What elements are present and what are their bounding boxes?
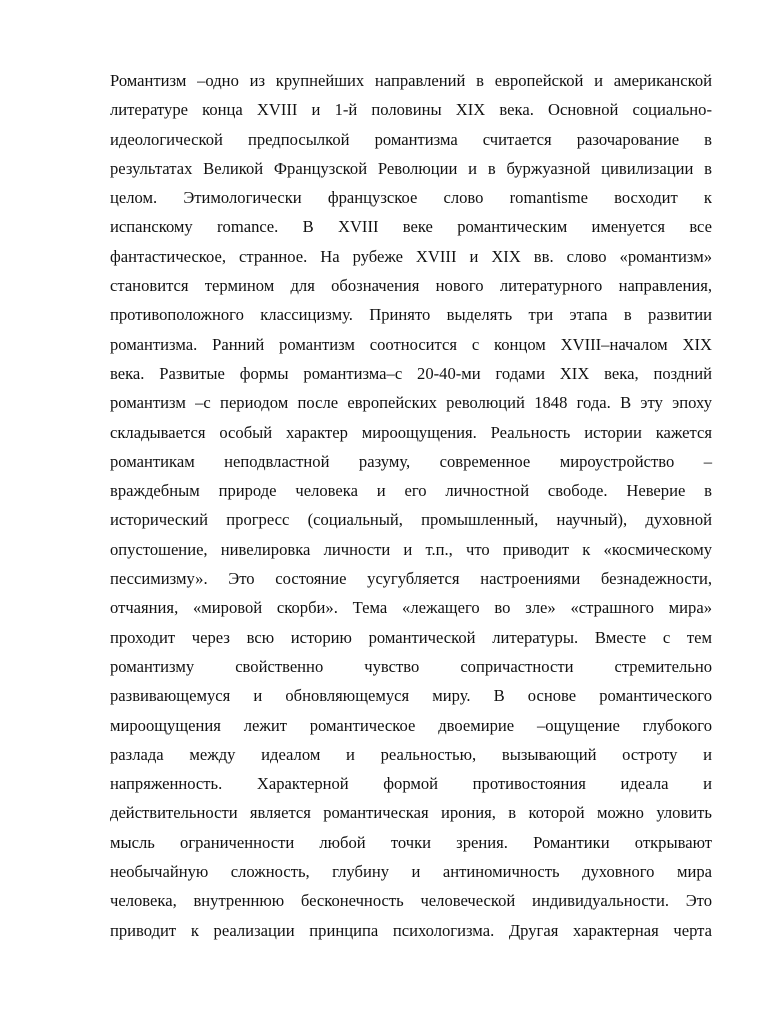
text-line: фантастическое, странное. На рубеже XVIII и XIX вв. слово «романтизм»	[110, 246, 712, 266]
text-line: романтикам неподвластной разуму, современное мироустройство –	[110, 451, 712, 471]
text-line: проходит через всю историю романтической литературы. Вместе с тем	[110, 627, 712, 647]
text-line: века. Развитые формы романтизма–с 20-40-ми годами XIX века, поздний	[110, 363, 712, 383]
text-line: Романтизм –одно из крупнейших направлений в европейской и американской	[110, 71, 712, 90]
text-line: литературе конца XVIII и 1-й половины XIX века. Основной социально-	[110, 100, 712, 120]
text-line: пессимизму». Это состояние усугубляется настроениями безнадежности,	[110, 569, 712, 589]
text-line: мироощущения лежит романтическое двоемирие –ощущение глубокого	[110, 715, 712, 735]
text-line: мысль ограниченности любой точки зрения. Романтики открывают	[110, 832, 712, 852]
text-line: испанскому romance. В XVIII веке романтическим именуется все	[110, 217, 712, 237]
text-line: напряженность. Характерной формой противостояния идеала и	[110, 774, 712, 794]
text-line: результатах Великой Французской Революции и в буржуазной цивилизации в	[110, 158, 712, 178]
text-line: действительности является романтическая ирония, в которой можно уловить	[110, 803, 712, 823]
text-line: отчаяния, «мировой скорби». Тема «лежащего во зле» «страшного мира»	[110, 598, 712, 618]
text-line: целом. Этимологически французское слово romantisme восходит к	[110, 188, 712, 208]
text-line: идеологической предпосылкой романтизма считается разочарование в	[110, 129, 712, 149]
text-line: приводит к реализации принципа психологизма. Другая характерная черта	[110, 920, 712, 940]
text-line: исторический прогресс (социальный, промышленный, научный), духовной	[110, 510, 712, 530]
text-line: романтизма. Ранний романтизм соотносится с концом XVIII–началом XIX	[110, 334, 712, 354]
text-line: развивающемуся и обновляющемуся миру. В основе романтического	[110, 686, 712, 706]
text-line: романтизм –с периодом после европейских революций 1848 года. В эту эпоху	[110, 393, 712, 413]
text-line: становится термином для обозначения нового литературного направления,	[110, 276, 712, 296]
text-line: противоположного классицизму. Принято выделять три этапа в развитии	[110, 305, 712, 325]
text-line: необычайную сложность, глубину и антиномичность духовного мира	[110, 862, 712, 882]
body-paragraph	[110, 66, 712, 945]
text-line: разлада между идеалом и реальностью, вызывающий остроту и	[110, 744, 712, 764]
text-line: человека, внутреннюю бесконечность человеческой индивидуальности. Это	[110, 891, 712, 911]
text-line: враждебным природе человека и его личностной свободе. Неверие в	[110, 481, 712, 501]
text-line: опустошение, нивелировка личности и т.п., что приводит к «космическому	[110, 539, 712, 559]
text-line: романтизму свойственно чувство сопричастности стремительно	[110, 656, 712, 676]
text-line: складывается особый характер мироощущения. Реальность истории кажется	[110, 422, 712, 442]
